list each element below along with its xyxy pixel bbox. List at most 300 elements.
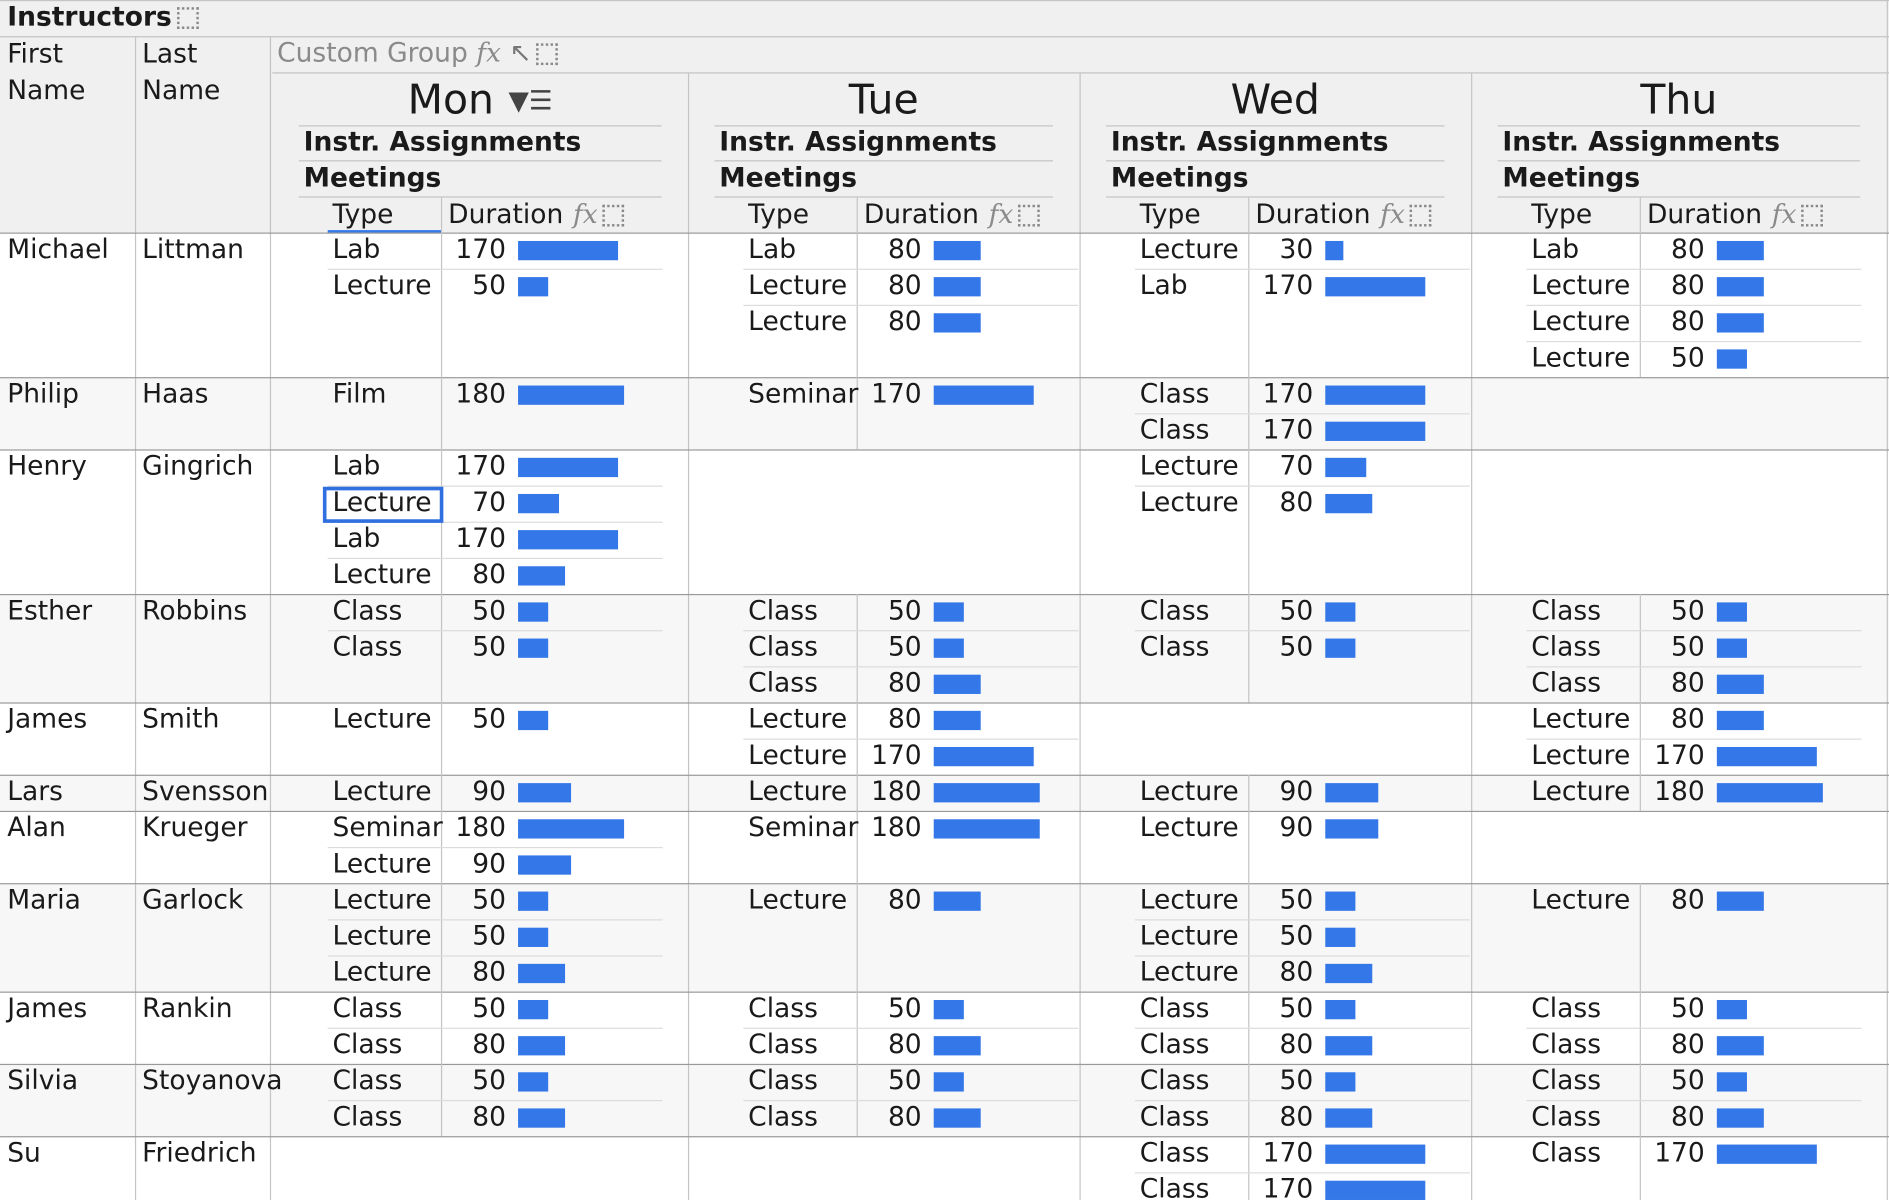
placeholder-icon[interactable] (603, 205, 625, 227)
first-name-header[interactable]: First Name (7, 39, 86, 107)
duration-bar (1325, 964, 1372, 983)
type-column-header[interactable]: Type (748, 199, 810, 231)
header-divider (1498, 125, 1861, 126)
meeting-duration[interactable]: 50 (472, 885, 507, 916)
day-header-thu[interactable] (1471, 73, 1887, 126)
duration-divider (441, 377, 442, 449)
meeting-duration[interactable]: 80 (887, 885, 922, 916)
meeting-duration[interactable]: 80 (887, 668, 922, 699)
meeting-type[interactable]: Class (1139, 415, 1210, 446)
duration-bar (1325, 458, 1366, 477)
day-label: Thu (1640, 75, 1718, 125)
meeting-duration[interactable]: 80 (1671, 885, 1705, 916)
meeting-type[interactable]: Class (1139, 1030, 1210, 1061)
duration-divider (1248, 775, 1249, 811)
duration-bar (934, 639, 964, 658)
duration-bar (518, 928, 548, 947)
meeting-type[interactable]: Class (332, 632, 403, 663)
meeting-duration[interactable]: 70 (1279, 451, 1314, 482)
meeting-type[interactable]: Lecture (1531, 885, 1631, 916)
column-divider (1471, 73, 1472, 1199)
duration-divider (441, 233, 442, 378)
duration-bar (518, 639, 548, 658)
meeting-duration[interactable]: 170 (1262, 1138, 1314, 1169)
meeting-duration[interactable]: 50 (887, 1066, 922, 1097)
instructor-first-name[interactable]: Henry (7, 451, 87, 482)
meeting-duration[interactable]: 90 (472, 849, 507, 880)
header-divider (272, 72, 1889, 73)
meeting-type[interactable]: Lecture (332, 957, 432, 988)
duration-label: Duration (863, 199, 979, 231)
meeting-type[interactable]: Lecture (332, 777, 432, 808)
duration-bar (518, 711, 548, 730)
meeting-duration[interactable]: 90 (1279, 777, 1314, 808)
meeting-duration[interactable]: 80 (887, 1102, 922, 1133)
day-label: Wed (1230, 75, 1320, 125)
day-label: Tue (848, 75, 919, 125)
duration-divider (441, 594, 442, 702)
instructor-last-name[interactable]: Krueger (142, 813, 248, 844)
day-label: Mon (407, 75, 494, 125)
formula-icon[interactable]: fx (988, 199, 1014, 231)
duration-bar (1717, 639, 1747, 658)
meeting-type[interactable]: Class (748, 1030, 818, 1061)
meetings-header: Meetings (1502, 163, 1641, 194)
instructor-first-name[interactable]: Su (7, 1138, 41, 1169)
meeting-duration[interactable]: 80 (1671, 668, 1705, 699)
duration-bar (518, 566, 565, 585)
header-divider (299, 196, 662, 197)
duration-bar (1325, 241, 1343, 260)
meeting-duration[interactable]: 50 (1279, 1066, 1314, 1097)
duration-bar (518, 494, 559, 513)
meeting-duration[interactable]: 90 (472, 777, 507, 808)
duration-divider (1248, 811, 1249, 883)
meeting-duration[interactable]: 50 (472, 993, 507, 1025)
meeting-duration[interactable]: 180 (871, 777, 922, 808)
meeting-type[interactable]: Class (1139, 1174, 1210, 1200)
duration-divider (441, 702, 442, 774)
meeting-duration[interactable]: 80 (1279, 1030, 1314, 1061)
meeting-type[interactable]: Class (332, 1030, 403, 1061)
meeting-duration[interactable]: 80 (1671, 1030, 1705, 1061)
meeting-duration[interactable]: 50 (887, 993, 922, 1025)
column-divider (270, 36, 271, 1200)
meeting-type[interactable]: Lecture (332, 921, 432, 952)
duration-bar (1717, 1072, 1747, 1091)
meetings-header: Meetings (303, 163, 442, 194)
duration-bar (518, 386, 624, 405)
instructor-last-name[interactable]: Svensson (142, 777, 269, 808)
column-divider (135, 36, 136, 1200)
grid-title: Instructors (7, 2, 172, 33)
meeting-type[interactable]: Class (1139, 1138, 1210, 1169)
header-divider (1498, 160, 1861, 161)
meeting-duration[interactable]: 80 (1671, 234, 1705, 266)
meeting-type[interactable]: Lecture (332, 271, 432, 302)
duration-bar (934, 711, 981, 730)
duration-divider (857, 594, 858, 702)
meeting-duration[interactable]: 50 (1671, 993, 1705, 1025)
meeting-type[interactable]: Class (1531, 1066, 1602, 1097)
meeting-type[interactable]: Class (748, 1066, 818, 1097)
row-divider (0, 811, 1889, 812)
meeting-type[interactable]: Class (332, 993, 403, 1025)
meeting-type[interactable]: Lecture (1531, 343, 1631, 374)
meeting-type[interactable]: Class (748, 993, 818, 1025)
meeting-type[interactable]: Class (1139, 632, 1210, 663)
meeting-duration[interactable]: 50 (472, 704, 507, 735)
meeting-duration[interactable]: 50 (1279, 993, 1314, 1025)
last-name-header[interactable]: Last Name (142, 39, 221, 107)
duration-divider (1248, 1136, 1249, 1200)
duration-bar (934, 602, 964, 621)
instructor-first-name[interactable]: Philip (7, 379, 79, 410)
header-divider (0, 0, 1889, 1)
row-divider (0, 377, 1889, 378)
day-header-wed[interactable] (1080, 73, 1472, 126)
meeting-type[interactable]: Lecture (1139, 777, 1239, 808)
duration-bar (1717, 602, 1747, 621)
day-header-mon[interactable] (272, 73, 688, 128)
meeting-duration[interactable]: 80 (1279, 1102, 1314, 1133)
meeting-type[interactable]: Lecture (1139, 957, 1239, 988)
meeting-type[interactable]: Lecture (1531, 704, 1631, 735)
custom-group-header[interactable] (277, 36, 558, 72)
meeting-type[interactable]: Lab (748, 234, 797, 266)
duration-column-header[interactable] (864, 198, 1040, 234)
meeting-type[interactable]: Class (332, 1066, 403, 1097)
meeting-duration[interactable]: 50 (1671, 343, 1705, 374)
duration-divider (857, 775, 858, 811)
duration-bar (518, 819, 624, 838)
duration-bar (1325, 602, 1355, 621)
meeting-duration[interactable]: 50 (1279, 885, 1314, 916)
meeting-type[interactable]: Class (1531, 993, 1602, 1025)
duration-bar (1717, 1145, 1817, 1164)
row-divider (0, 992, 1889, 993)
meeting-duration[interactable]: 80 (1671, 704, 1705, 735)
duration-divider (1640, 594, 1641, 702)
meeting-type[interactable]: Lecture (1531, 740, 1631, 772)
duration-label: Duration (1255, 199, 1371, 231)
meeting-duration[interactable]: 80 (1671, 307, 1705, 338)
meeting-duration[interactable]: 170 (1262, 271, 1314, 302)
duration-bar (518, 964, 565, 983)
meeting-type[interactable]: Class (1139, 993, 1210, 1025)
meeting-duration[interactable]: 80 (887, 271, 922, 302)
duration-bar (934, 313, 981, 332)
meeting-type[interactable]: Class (748, 1102, 818, 1133)
meeting-duration[interactable]: 80 (887, 1030, 922, 1061)
meeting-type[interactable]: Lecture (748, 307, 848, 338)
instructor-last-name[interactable]: Garlock (142, 885, 244, 916)
duration-bar (1325, 422, 1425, 441)
meeting-duration[interactable]: 80 (472, 1102, 507, 1133)
filter-sort-icon[interactable]: ▼☰ (508, 86, 553, 117)
meeting-duration[interactable]: 80 (472, 1030, 507, 1061)
meeting-type[interactable]: Class (1531, 1030, 1602, 1061)
meeting-type[interactable]: Film (332, 379, 387, 410)
placeholder-icon[interactable] (1801, 205, 1823, 227)
duration-bar (1325, 928, 1355, 947)
meeting-type[interactable]: Lecture (1139, 234, 1239, 266)
meeting-type[interactable]: Seminar (332, 813, 443, 844)
instructor-first-name[interactable]: Alan (7, 813, 66, 844)
header-divider (1498, 196, 1861, 197)
custom-group-label: Custom Group (277, 38, 468, 69)
meeting-duration[interactable]: 180 (871, 813, 922, 844)
instructor-last-name[interactable]: Smith (142, 704, 220, 735)
meeting-type[interactable]: Class (748, 668, 818, 699)
meeting-type[interactable]: Class (1531, 596, 1602, 627)
placeholder-icon[interactable] (177, 7, 199, 29)
meeting-duration[interactable]: 50 (472, 1066, 507, 1097)
instr-assignments-header: Instr. Assignments (303, 127, 582, 158)
selected-cell-highlight[interactable] (323, 487, 443, 523)
header-divider (1106, 125, 1445, 126)
meeting-duration[interactable]: 50 (1671, 596, 1705, 627)
meeting-type[interactable]: Seminar (748, 379, 859, 410)
meeting-type[interactable]: Lecture (1139, 885, 1239, 916)
meeting-duration[interactable]: 80 (887, 704, 922, 735)
meeting-duration[interactable]: 80 (1671, 1102, 1705, 1133)
meeting-type[interactable]: Lecture (1531, 307, 1631, 338)
duration-bar (1325, 783, 1378, 802)
duration-divider (1248, 594, 1249, 702)
instructor-last-name[interactable]: Rankin (142, 993, 233, 1025)
instructor-last-name[interactable]: Littman (142, 234, 244, 266)
row-divider (0, 449, 1889, 450)
header-divider (0, 36, 1889, 37)
meeting-type[interactable]: Lecture (332, 849, 432, 880)
meeting-duration[interactable]: 170 (871, 379, 922, 410)
meeting-type[interactable]: Lecture (748, 704, 848, 735)
meeting-duration[interactable]: 80 (1279, 957, 1314, 988)
header-bottom-border (0, 233, 1889, 234)
meetings-header: Meetings (719, 163, 857, 194)
type-column-header[interactable]: Type (1139, 199, 1201, 231)
cursor-arrow-icon[interactable]: ↖ (509, 38, 532, 69)
meeting-type[interactable]: Lecture (1531, 777, 1631, 808)
meeting-duration[interactable]: 170 (1654, 1138, 1705, 1169)
instructor-first-name[interactable]: James (7, 704, 88, 735)
meeting-duration[interactable]: 170 (455, 451, 507, 482)
meeting-duration[interactable]: 50 (887, 596, 922, 627)
duration-bar (518, 1036, 565, 1055)
formula-icon[interactable]: fx (572, 199, 598, 231)
meeting-duration[interactable]: 80 (472, 560, 507, 591)
meeting-type[interactable]: Lab (1531, 234, 1580, 266)
header-divider (714, 196, 1053, 197)
meeting-duration[interactable]: 80 (1671, 271, 1705, 302)
duration-bar (1717, 241, 1764, 260)
header-divider (299, 125, 662, 126)
meeting-duration[interactable]: 50 (472, 921, 507, 952)
meeting-type[interactable]: Class (1139, 379, 1210, 410)
duration-bar (1717, 711, 1764, 730)
instructor-first-name[interactable]: Esther (7, 596, 93, 627)
header-divider (714, 125, 1053, 126)
meeting-type[interactable]: Lecture (1139, 921, 1239, 952)
duration-bar (1325, 277, 1425, 296)
formula-icon[interactable]: fx (1771, 199, 1797, 231)
meetings-header: Meetings (1110, 163, 1249, 194)
type-column-header[interactable]: Type (1531, 199, 1593, 231)
instructor-last-name[interactable]: Stoyanova (142, 1066, 283, 1097)
instructor-first-name[interactable]: James (7, 993, 88, 1025)
duration-bar (1325, 1145, 1425, 1164)
meeting-duration[interactable]: 50 (472, 271, 507, 302)
header-divider (441, 198, 442, 233)
meeting-type[interactable]: Lecture (748, 271, 848, 302)
duration-bar (1717, 747, 1817, 766)
duration-bar (934, 386, 1034, 405)
meeting-duration[interactable]: 50 (1279, 632, 1314, 663)
duration-bar (934, 1108, 981, 1127)
meeting-duration[interactable]: 80 (472, 957, 507, 988)
duration-bar (518, 892, 548, 911)
header-divider (1106, 160, 1445, 161)
meeting-type[interactable]: Lecture (1139, 451, 1239, 482)
duration-bar (1325, 1108, 1372, 1127)
meeting-duration[interactable]: 70 (472, 487, 507, 519)
meeting-duration[interactable]: 170 (455, 524, 507, 555)
meeting-duration[interactable]: 30 (1279, 234, 1314, 266)
duration-bar (934, 1072, 964, 1091)
duration-bar (518, 458, 618, 477)
duration-divider (441, 775, 442, 811)
duration-bar (934, 675, 981, 694)
meeting-type[interactable]: Lecture (748, 885, 848, 916)
duration-bar (518, 1000, 548, 1019)
meeting-type[interactable]: Lecture (332, 704, 432, 735)
instructor-first-name[interactable]: Lars (7, 777, 63, 808)
duration-bar (518, 277, 548, 296)
duration-bar (934, 277, 981, 296)
meeting-type[interactable]: Lecture (1139, 813, 1239, 844)
meeting-type[interactable]: Class (1139, 1066, 1210, 1097)
duration-bar (1325, 1036, 1372, 1055)
meeting-duration[interactable]: 170 (455, 234, 507, 266)
grid-title-row[interactable] (7, 0, 198, 36)
meeting-duration[interactable]: 50 (887, 632, 922, 663)
instructor-first-name[interactable]: Maria (7, 885, 81, 916)
meeting-duration[interactable]: 90 (1279, 813, 1314, 844)
meeting-duration[interactable]: 80 (1279, 487, 1314, 519)
meeting-type[interactable]: Class (332, 596, 403, 627)
meeting-type[interactable]: Lab (332, 234, 381, 266)
meeting-duration[interactable]: 170 (1262, 415, 1314, 446)
meeting-duration[interactable]: 180 (455, 813, 507, 844)
meeting-duration[interactable]: 180 (455, 379, 507, 410)
meeting-type[interactable]: Lecture (1139, 487, 1239, 519)
duration-bar (518, 1072, 548, 1091)
meeting-duration[interactable]: 80 (887, 307, 922, 338)
meeting-type[interactable]: Lecture (332, 487, 432, 519)
meeting-type[interactable]: Class (1139, 1102, 1210, 1133)
meeting-type[interactable]: Lecture (748, 777, 848, 808)
duration-bar (1325, 1000, 1355, 1019)
duration-bar (1325, 386, 1425, 405)
duration-divider (441, 883, 442, 991)
meeting-type[interactable]: Class (1531, 632, 1602, 663)
header-divider (714, 160, 1053, 161)
duration-bar (1325, 1181, 1425, 1200)
duration-divider (1640, 1136, 1641, 1200)
meeting-type[interactable]: Lecture (1531, 271, 1631, 302)
duration-divider (1248, 449, 1249, 594)
meeting-duration[interactable]: 180 (1654, 777, 1705, 808)
meeting-duration[interactable]: 50 (1279, 596, 1314, 627)
duration-column-header[interactable] (448, 198, 624, 234)
meeting-duration[interactable]: 170 (1262, 379, 1314, 410)
duration-bar (518, 530, 618, 549)
placeholder-icon[interactable] (1018, 205, 1040, 227)
meeting-type[interactable]: Class (1531, 668, 1602, 699)
instructor-last-name[interactable]: Robbins (142, 596, 248, 627)
duration-bar (1717, 675, 1764, 694)
meeting-type[interactable]: Lecture (748, 740, 848, 772)
duration-bar (1325, 819, 1378, 838)
duration-column-header[interactable] (1255, 198, 1431, 234)
meeting-duration[interactable]: 170 (1654, 740, 1705, 772)
instructor-first-name[interactable]: Michael (7, 234, 109, 266)
meeting-type[interactable]: Lab (332, 451, 381, 482)
meeting-type[interactable]: Class (1139, 596, 1210, 627)
formula-icon[interactable]: fx (1380, 199, 1405, 231)
meeting-type[interactable]: Lecture (332, 560, 432, 591)
meeting-type[interactable]: Class (332, 1102, 403, 1133)
meeting-type[interactable]: Class (1531, 1138, 1602, 1169)
instructor-last-name[interactable]: Friedrich (142, 1138, 257, 1169)
instr-assignments-header: Instr. Assignments (719, 127, 997, 158)
duration-bar (1717, 349, 1747, 368)
duration-column-header[interactable] (1647, 198, 1823, 234)
header-divider (1248, 198, 1249, 233)
meeting-type[interactable]: Class (1531, 1102, 1602, 1133)
instructor-last-name[interactable]: Haas (142, 379, 209, 410)
meeting-duration[interactable]: 50 (472, 632, 507, 663)
instructor-first-name[interactable]: Silvia (7, 1066, 79, 1097)
placeholder-icon[interactable] (1410, 205, 1432, 227)
meeting-duration[interactable]: 50 (1279, 921, 1314, 952)
placeholder-icon[interactable] (536, 43, 558, 65)
meeting-duration[interactable]: 50 (1671, 1066, 1705, 1097)
meeting-type[interactable]: Class (748, 632, 818, 663)
meeting-duration[interactable]: 170 (871, 740, 922, 772)
meeting-type[interactable]: Lab (332, 524, 381, 555)
duration-divider (1640, 775, 1641, 811)
duration-bar (1325, 639, 1355, 658)
duration-bar (1325, 494, 1372, 513)
column-divider (1887, 0, 1888, 1200)
meeting-duration[interactable]: 50 (472, 596, 507, 627)
meeting-type[interactable]: Lab (1139, 271, 1188, 302)
type-column-header[interactable]: Type (332, 199, 394, 231)
meeting-type[interactable]: Class (748, 596, 818, 627)
day-header-tue[interactable] (688, 73, 1080, 126)
meeting-duration[interactable]: 170 (1262, 1174, 1314, 1200)
instructor-last-name[interactable]: Gingrich (142, 451, 254, 482)
duration-label: Duration (448, 199, 564, 231)
meeting-type[interactable]: Seminar (748, 813, 859, 844)
formula-icon[interactable]: fx (476, 38, 501, 69)
meeting-duration[interactable]: 50 (1671, 632, 1705, 663)
duration-divider (1248, 883, 1249, 991)
meeting-type[interactable]: Lecture (332, 885, 432, 916)
meeting-duration[interactable]: 80 (887, 234, 922, 266)
